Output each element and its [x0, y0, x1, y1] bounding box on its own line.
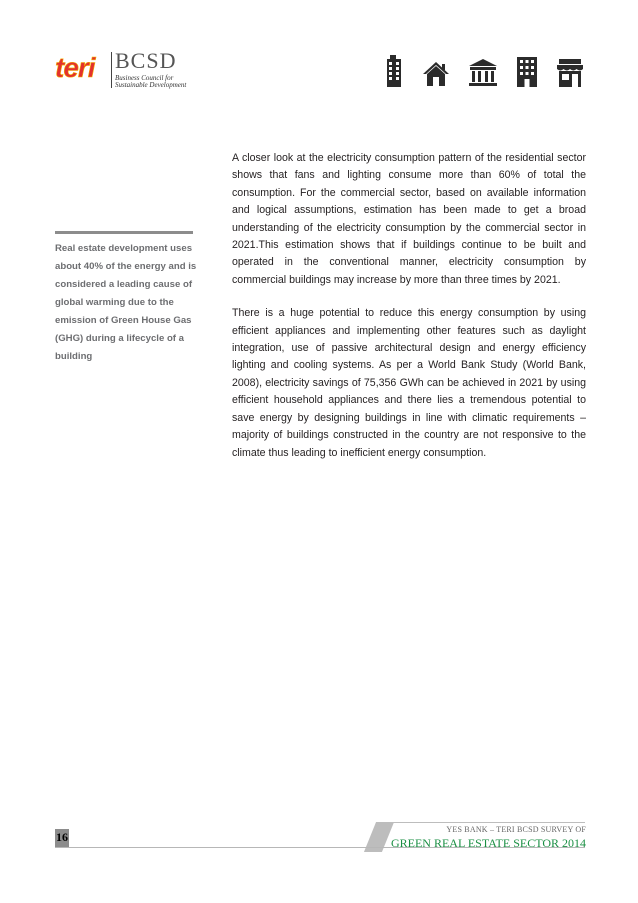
logo-subtitle-line2: Sustainable Development — [115, 81, 187, 89]
office-tower-icon — [384, 55, 404, 87]
pull-quote-rule — [55, 231, 193, 234]
teri-logo-mark: teri — [55, 52, 95, 83]
paragraph: A closer look at the electricity consumption pattern of the residential sector shows that fans and lighting consume more than 60% of total the consumption. For the commercial sector, based on available information and logical assumptions, estimation has been made to get a broad understanding of the electricity consumption by the commercial sector in 2021.This estimation shows that if buildings continue to be built and operated in the conventional manner, electricity consumption by commercial buildings may increase by more than three times by 2021. — [232, 152, 586, 286]
pull-quote: Real estate development uses about 40% of the energy and is considered a leading cause of global warming due to the emission of Green House Gas (GHG) during a lifecycle of a building — [55, 243, 197, 362]
footer-top-line — [385, 822, 585, 823]
page-number: 16 — [56, 830, 68, 844]
main-body-text — [232, 150, 586, 478]
footer-report-title: GREEN REAL ESTATE SECTOR 2014 — [390, 836, 586, 850]
logo-subtitle-line1: Business Council for — [115, 74, 174, 82]
paragraph: There is a huge potential to reduce this energy consumption by using efficient appliances and implementing other features such as daylight integration, use of passive architectural design and energy efficiency lighting and cooling systems. As per a World Bank Study (World Bank, 2008), electricity savings of 75,356 GWh can be achieved in 2021 by using efficient household appliances and there lies a tremendous potential to save energy by designing buildings in line with climatic requirements – majority of buildings constructed in the country are not responsive to the climate thus leading to inefficient energy consumption. — [232, 307, 586, 459]
institution-icon — [468, 59, 498, 87]
shop-icon — [556, 59, 584, 87]
teri-bcsd-logo — [55, 50, 185, 90]
house-icon — [422, 61, 450, 87]
apartment-building-icon — [516, 57, 538, 87]
bcsd-logo-text: BCSD — [115, 48, 177, 73]
logo-divider — [111, 52, 112, 88]
footer-series-label: YES BANK – TERI BCSD SURVEY OF — [446, 825, 586, 834]
